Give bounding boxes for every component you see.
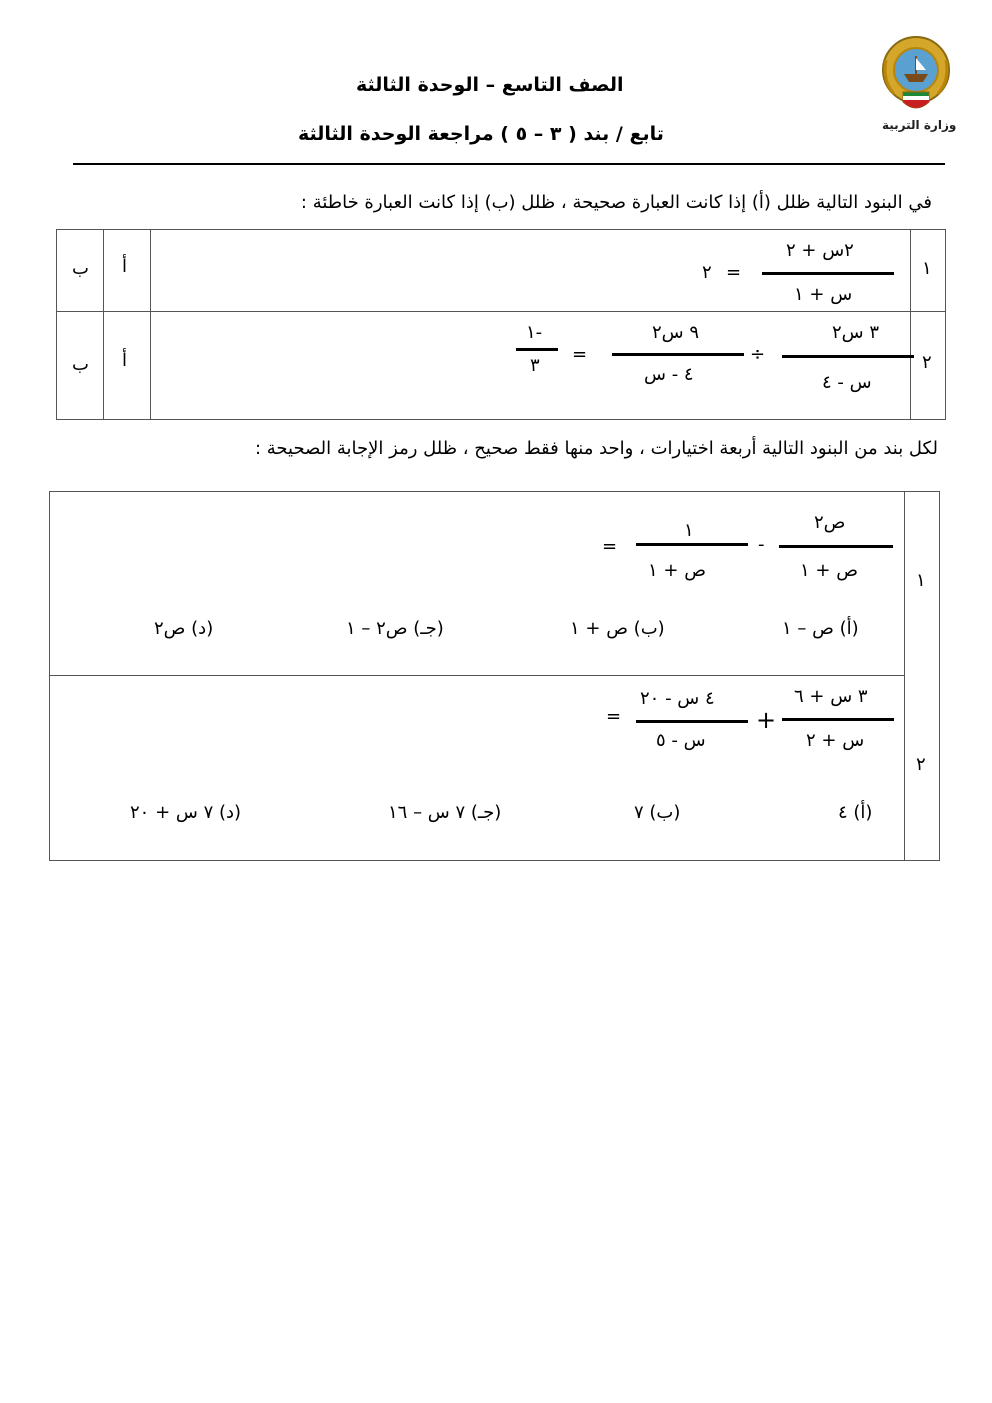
fraction-denominator: س + ٢	[806, 730, 865, 751]
equals-sign: =	[602, 536, 618, 557]
equals-sign: =	[572, 344, 588, 365]
choice-b-bubble[interactable]: ب	[72, 354, 89, 375]
fraction-bar	[782, 718, 894, 721]
fraction-numerator: -١	[526, 322, 543, 343]
table-divider	[56, 311, 945, 312]
table-divider	[103, 229, 104, 419]
choice-a-bubble[interactable]: أ	[122, 256, 128, 277]
choice-a-bubble[interactable]: أ	[122, 350, 128, 371]
fraction-bar	[636, 720, 748, 723]
item-number: ١	[916, 570, 926, 591]
divide-operator: ÷	[750, 344, 766, 365]
fraction-bar	[636, 543, 748, 546]
option-a[interactable]: (أ) ص – ١	[782, 618, 859, 639]
fraction-bar	[516, 348, 558, 351]
fraction-denominator: ٣	[530, 355, 540, 376]
fraction-numerator: ص٢	[814, 512, 846, 533]
fraction-bar	[782, 355, 914, 358]
equals-sign: =	[726, 262, 742, 283]
minus-operator: -	[758, 534, 765, 555]
equals-sign: =	[606, 706, 622, 727]
fraction-numerator: ٩ س٢	[652, 322, 700, 343]
ministry-name: وزارة التربية	[882, 118, 957, 132]
fraction-denominator: س - ٤	[822, 372, 872, 393]
page-title: الصف التاسع – الوحدة الثالثة	[356, 74, 624, 96]
fraction-denominator: ص + ١	[648, 560, 706, 581]
option-d[interactable]: (د) ص٢	[154, 618, 214, 639]
ministry-emblem-icon	[876, 30, 956, 116]
option-b[interactable]: (ب) ٧	[634, 802, 681, 823]
option-d[interactable]: (د) ٧ س + ٢٠	[130, 802, 242, 823]
section1-instruction: في البنود التالية ظلل (أ) إذا كانت العبارة صحيحة ، ظلل (ب) إذا كانت العبارة خاطئة :	[300, 192, 932, 213]
item-number: ٢	[922, 352, 932, 373]
ministry-logo	[876, 30, 956, 140]
fraction-bar	[779, 545, 893, 548]
option-b[interactable]: (ب) ص + ١	[570, 618, 665, 639]
table-divider	[910, 229, 911, 419]
option-c[interactable]: (جـ) ص٢ – ١	[346, 618, 444, 639]
fraction-numerator: ٣ س٢	[832, 322, 880, 343]
fraction-bar	[762, 272, 894, 275]
choice-b-bubble[interactable]: ب	[72, 258, 89, 279]
item-number: ١	[922, 258, 932, 279]
table-divider	[904, 491, 905, 860]
item-number: ٢	[916, 754, 926, 775]
table-divider	[150, 229, 151, 419]
fraction-numerator: ٣ س + ٦	[794, 686, 868, 707]
fraction-denominator: س + ١	[794, 284, 853, 305]
option-c[interactable]: (جـ) ٧ س – ١٦	[388, 802, 502, 823]
fraction-denominator: ٤ - س	[644, 364, 694, 385]
header-divider	[73, 163, 945, 165]
option-a[interactable]: (أ) ٤	[838, 802, 873, 823]
table-divider	[49, 675, 905, 676]
fraction-numerator: ٢س + ٢	[786, 240, 854, 261]
plus-operator: +	[756, 706, 777, 734]
page-subtitle: تابع / بند ( ٣ – ٥ ) مراجعة الوحدة الثالثة	[298, 123, 664, 145]
fraction-denominator: س - ٥	[656, 730, 706, 751]
fraction-numerator: ١	[684, 520, 694, 541]
fraction-bar	[612, 353, 744, 356]
fraction-numerator: ٤ س - ٢٠	[640, 688, 715, 709]
fraction-denominator: ص + ١	[800, 560, 858, 581]
section2-instruction: لكل بند من البنود التالية أربعة اختيارات ، واحد منها فقط صحيح ، ظلل رمز الإجابة الصحيحة :	[254, 438, 938, 459]
rhs-value: ٢	[702, 262, 712, 283]
